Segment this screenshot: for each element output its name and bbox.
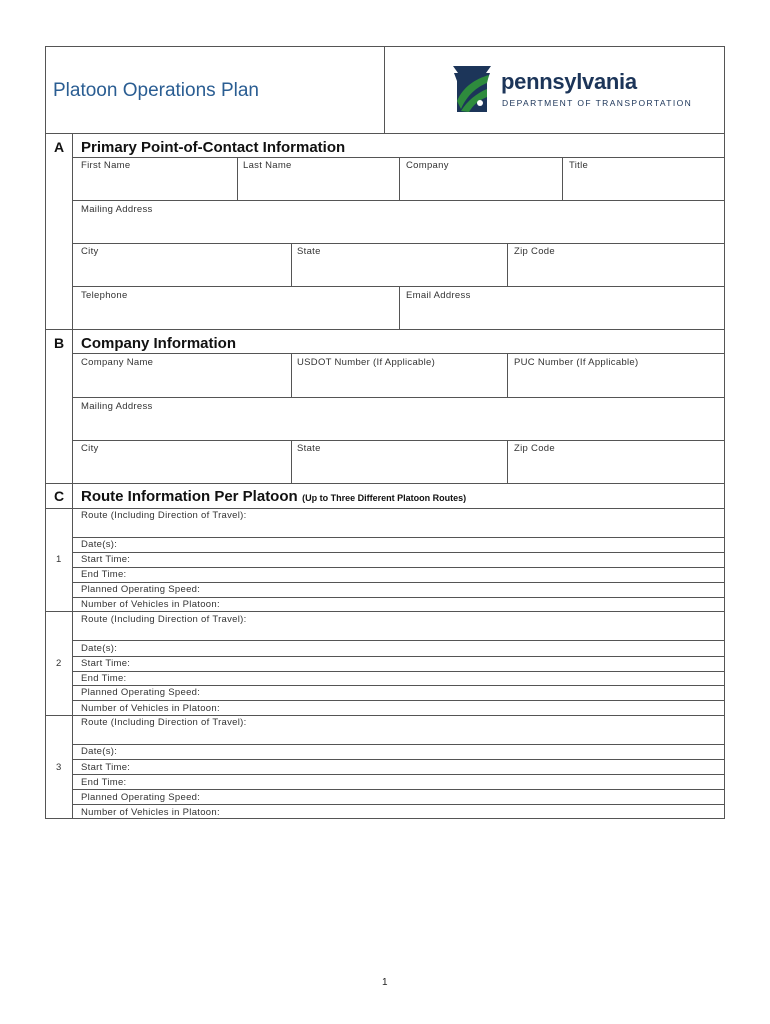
company-mailing-address-field[interactable]: Mailing Address: [81, 401, 153, 412]
section-c-letter: C: [54, 488, 65, 504]
logo-subtitle: DEPARTMENT OF TRANSPORTATION: [502, 98, 693, 108]
rule: [507, 243, 508, 286]
rule: [72, 537, 725, 538]
vehicle-count-field[interactable]: Number of Vehicles in Platoon:: [81, 703, 220, 714]
rule: [72, 671, 725, 672]
rule: [399, 157, 400, 200]
logo-wordmark: pennsylvania: [501, 69, 637, 94]
route-direction-field[interactable]: Route (Including Direction of Travel):: [81, 717, 247, 728]
section-b-title: Company Information: [81, 335, 237, 352]
form-border-top: [45, 46, 725, 47]
section-c-heading: [81, 488, 466, 506]
rule: [291, 243, 292, 286]
zip-code-field[interactable]: Zip Code: [514, 246, 555, 257]
operating-speed-field[interactable]: Planned Operating Speed:: [81, 687, 201, 698]
rule: [72, 774, 725, 775]
route-direction-field[interactable]: Route (Including Direction of Travel):: [81, 510, 247, 521]
header-bottom-rule: [45, 133, 725, 134]
dates-field[interactable]: Date(s):: [81, 746, 118, 757]
operating-speed-field[interactable]: Planned Operating Speed:: [81, 584, 201, 595]
puc-number-field[interactable]: PUC Number (If Applicable): [514, 357, 639, 368]
rule: [291, 353, 292, 397]
company-zip-code-field[interactable]: Zip Code: [514, 443, 555, 454]
route-number: 3: [56, 762, 62, 773]
dates-field[interactable]: Date(s):: [81, 643, 118, 654]
vehicle-count-field[interactable]: Number of Vehicles in Platoon:: [81, 599, 220, 610]
rule: [72, 700, 725, 701]
section-a-title: Primary Point-of-Contact Information: [81, 139, 346, 156]
rule: [72, 440, 725, 441]
rule: [72, 243, 725, 244]
city-field[interactable]: City: [81, 246, 99, 257]
form-border-bottom: [45, 818, 725, 819]
rule: [72, 552, 725, 553]
rule: [399, 286, 400, 329]
company-field[interactable]: Company: [406, 160, 449, 171]
form-border-right: [724, 46, 725, 819]
rule: [72, 759, 725, 760]
rule: [72, 685, 725, 686]
rule: [72, 640, 725, 641]
company-city-field[interactable]: City: [81, 443, 99, 454]
route-direction-field[interactable]: Route (Including Direction of Travel):: [81, 614, 247, 625]
rule: [507, 353, 508, 397]
first-name-field[interactable]: First Name: [81, 160, 131, 171]
rule: [72, 789, 725, 790]
rule: [72, 353, 725, 354]
section-b-letter: B: [54, 335, 65, 351]
rule: [72, 582, 725, 583]
start-time-field[interactable]: Start Time:: [81, 658, 131, 669]
route-number: 1: [56, 554, 62, 565]
company-name-field[interactable]: Company Name: [81, 357, 154, 368]
title-field[interactable]: Title: [569, 160, 589, 171]
page-number: 1: [382, 977, 388, 988]
start-time-field[interactable]: Start Time:: [81, 554, 131, 565]
usdot-number-field[interactable]: USDOT Number (If Applicable): [297, 357, 436, 368]
operating-speed-field[interactable]: Planned Operating Speed:: [81, 792, 201, 803]
vehicle-count-field[interactable]: Number of Vehicles in Platoon:: [81, 807, 220, 818]
rule: [72, 744, 725, 745]
rule: [507, 440, 508, 483]
end-time-field[interactable]: End Time:: [81, 569, 127, 580]
rule: [45, 483, 725, 484]
section-c-subtitle: (Up to Three Different Platoon Routes): [302, 493, 467, 503]
rule: [72, 397, 725, 398]
page-title: Platoon Operations Plan: [53, 80, 259, 101]
rule: [45, 508, 725, 509]
rule: [45, 329, 725, 330]
rule: [72, 567, 725, 568]
rule: [45, 611, 725, 612]
rule: [291, 440, 292, 483]
telephone-field[interactable]: Telephone: [81, 290, 128, 301]
rule: [237, 157, 238, 200]
route-number: 2: [56, 658, 62, 669]
rule: [45, 715, 725, 716]
end-time-field[interactable]: End Time:: [81, 673, 127, 684]
start-time-field[interactable]: Start Time:: [81, 762, 131, 773]
penndot-logo: [447, 65, 693, 115]
last-name-field[interactable]: Last Name: [243, 160, 292, 171]
header-divider: [384, 46, 385, 133]
keystone-icon: [447, 65, 497, 113]
email-address-field[interactable]: Email Address: [406, 290, 471, 301]
rule: [72, 804, 725, 805]
form-border-left: [45, 46, 46, 819]
state-field[interactable]: State: [297, 246, 321, 257]
rule: [72, 597, 725, 598]
end-time-field[interactable]: End Time:: [81, 777, 127, 788]
dates-field[interactable]: Date(s):: [81, 539, 118, 550]
rule: [72, 200, 725, 201]
rule: [562, 157, 563, 200]
section-a-letter: A: [54, 139, 65, 155]
rule: [72, 656, 725, 657]
section-c-title: Route Information Per Platoon: [81, 488, 298, 505]
company-state-field[interactable]: State: [297, 443, 321, 454]
mailing-address-field[interactable]: Mailing Address: [81, 204, 153, 215]
